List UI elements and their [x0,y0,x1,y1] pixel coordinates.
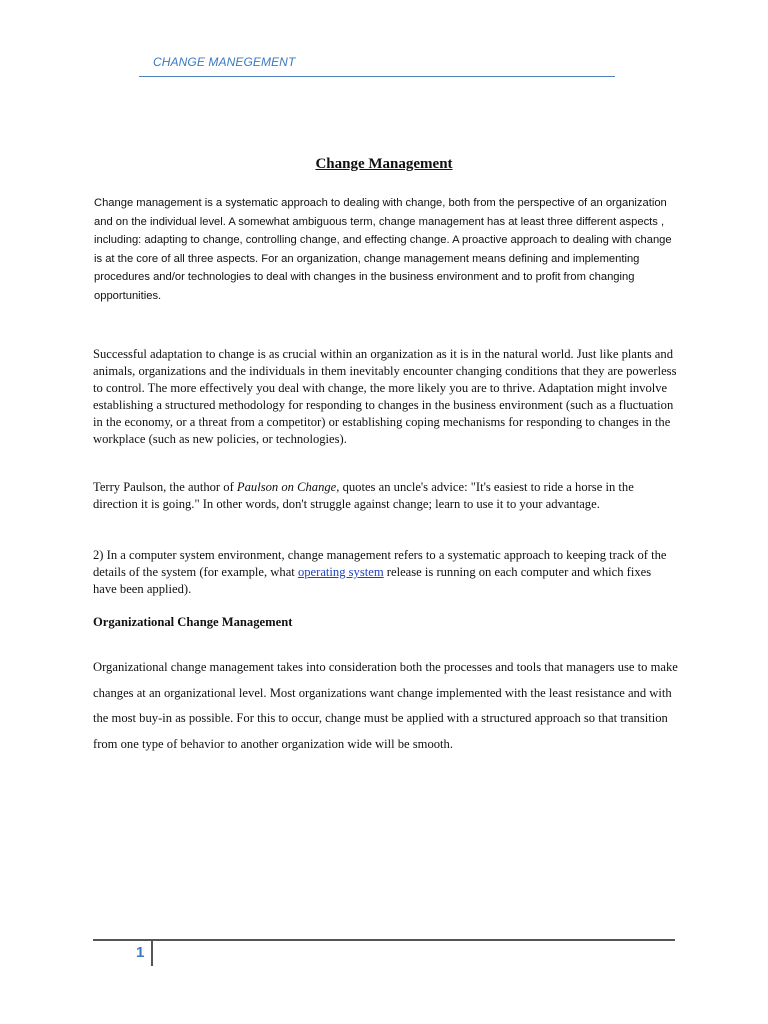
book-title: Paulson on Change [236,480,337,494]
paulson-paragraph [93,479,678,513]
document-title: Change Management [315,156,453,172]
section-heading: Organizational Change Management [93,615,293,629]
computer-system-paragraph [93,547,678,598]
computer-text-before: 2) In a computer system environment, change management refers to a systematic approach to keeping track of the details of the system (for example, what [93,548,667,579]
computer-text-after: release is running on each computer and which fixes have been applied). [93,564,652,596]
organizational-paragraph: Organizational change management takes into consideration both the processes and tools that managers use to make changes at an organizational level. Most organizations want change implemented with the least resistance and with the most buy-in as possible. For this to occur, change must be applied with a structured approach so that transition from one type of behavior to another organization wide will be smooth. [93,660,678,751]
adaptation-paragraph: Successful adaptation to change is as crucial within an organization as it is in the natural world. Just like plants and animals, organizations and the individuals in them inevitably encounter changing conditions that they are powerless to control. The more effectively you deal with change, the more likely you are to thrive. Adaptation might involve establishing a structured methodology for responding to changes in the business environment (such as a fluctuation in the economy, or a threat from a competitor) or establishing coping mechanisms for responding to changes in the workplace (such as new policies, or technologies). [93,347,677,446]
operating-system-link[interactable]: operating system [297,564,384,579]
paulson-text-before: Terry Paulson, the author of [93,480,237,494]
running-header: CHANGE MANEGEMENT [153,55,296,69]
intro-paragraph: Change management is a systematic approach to dealing with change, both from the perspective of an organization and on the individual level. A somewhat ambiguous term, change management has at least three different aspects , including: adapting to change, controlling change, and effecting change. A proactive approach to dealing with change is at the core of all three aspects. For an organization, change management means defining and implementing procedures and/or technologies to deal with changes in the business environment and to profit from changing opportunities. [94,197,672,302]
paulson-text-after: , quotes an uncle's advice: "It's easiest to ride a horse in the direction it is going." In other words, don't struggle against change; learn to use it to your advantage. [93,480,634,511]
footer-divider-bar [151,940,153,966]
footer-rule [93,939,675,941]
header-rule [139,76,615,77]
page-number: 1 [136,944,145,961]
